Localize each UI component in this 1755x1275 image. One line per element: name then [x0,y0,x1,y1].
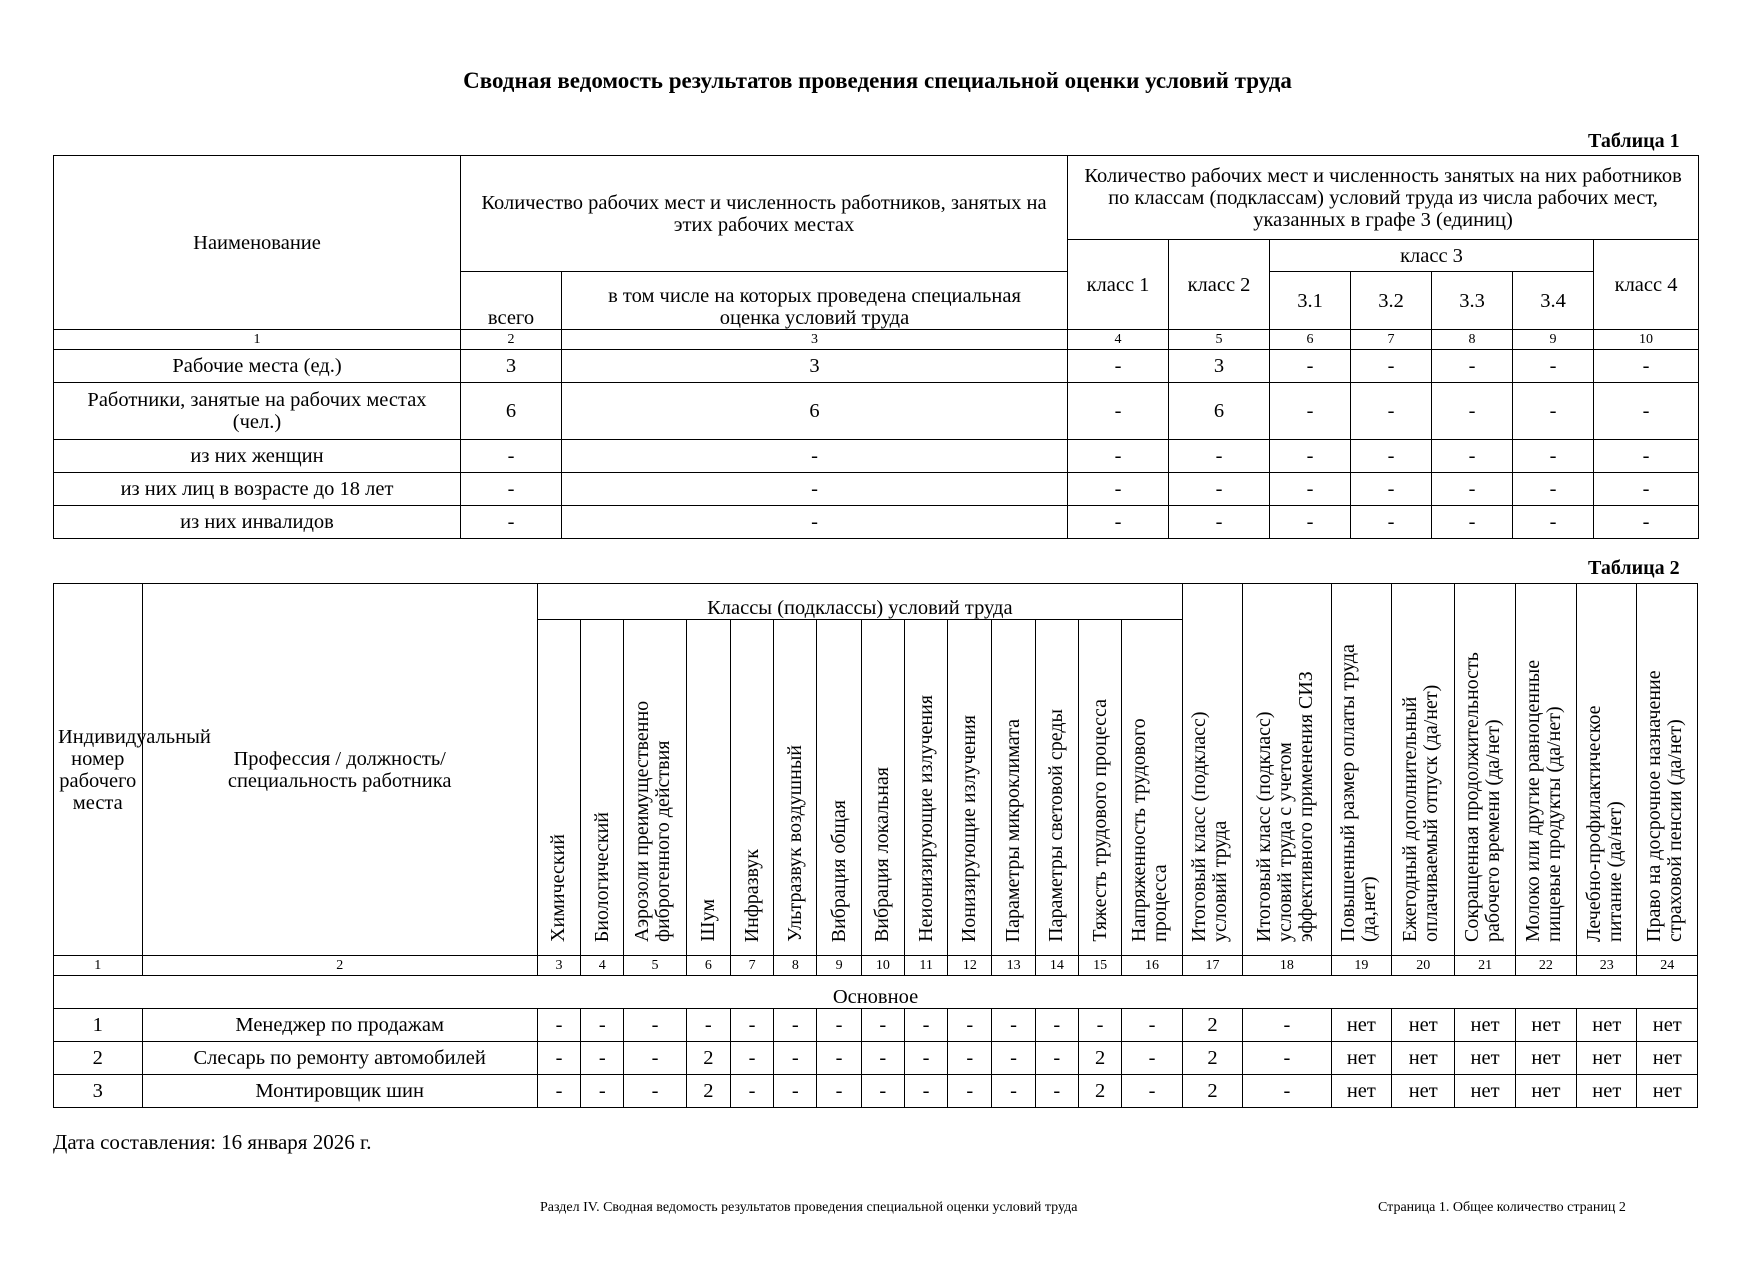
t2-header-factor-text: Ионизирующие излучения [958,714,981,942]
t2-cell: - [774,1009,817,1042]
t1-cell: - [1594,350,1699,383]
t2-cell: - [774,1075,817,1108]
table1-label: Таблица 1 [1588,130,1680,152]
t2-cell: - [581,1042,624,1075]
t2-cell: нет [1392,1075,1455,1108]
t1-header-class2: класс 2 [1169,240,1270,330]
t2-header-final-class-text: Итоговый класс (подкласс) условий труда [1188,711,1232,942]
t2-colnum: 16 [1122,956,1183,976]
t2-header-factor-text: Параметры световой среды [1045,709,1068,942]
t2-cell: нет [1331,1075,1391,1108]
t2-cell: 2 [1078,1075,1121,1108]
t2-header-factor-text: Инфразвук [740,848,763,942]
t2-cell: - [774,1042,817,1075]
t2-header-factor-text: Неионизирующие излучения [914,695,937,942]
t1-colnum: 5 [1169,330,1270,350]
t1-cell: - [1270,473,1351,506]
t1-cell: - [1068,383,1169,440]
t1-cell: - [1513,440,1594,473]
t2-header-factor-text: Аэрозоли преимущественно фиброгенного действия [631,700,675,942]
t1-cell: 3 [1169,350,1270,383]
t1-colnum: 8 [1432,330,1513,350]
t2-colnum: 6 [686,956,730,976]
t1-header-classes-group: Количество рабочих мест и численность занятых на них работников по классам (подклассам) условий труда из числа рабочих мест, указанных в графе 3 (единиц) [1068,156,1699,240]
t2-colnum: 8 [774,956,817,976]
t2-header-factor [774,620,817,956]
t2-colnum: 19 [1331,956,1391,976]
t1-cell: - [562,506,1068,539]
t1-cell: - [461,440,562,473]
t2-colnum: 12 [948,956,992,976]
t2-header-extra [1637,584,1698,956]
t1-cell: - [1351,350,1432,383]
t2-header-extra [1331,584,1391,956]
t2-header-extra-text: Повышенный размер оплаты труда (да,нет) [1337,644,1381,942]
t1-cell: - [1351,383,1432,440]
t2-header-factor [624,620,686,956]
t2-cell: нет [1577,1042,1637,1075]
t1-cell: - [1169,473,1270,506]
t1-cell: - [562,473,1068,506]
t2-cell: - [992,1009,1035,1042]
t1-cell: 6 [461,383,562,440]
t2-colnum: 11 [904,956,947,976]
t1-header-class3: класс 3 [1270,240,1594,272]
t2-header-factor [730,620,773,956]
t2-cell: - [730,1042,773,1075]
footer-section: Раздел IV. Сводная ведомость результатов проведения специальной оценки условий труда [540,1200,1078,1215]
t1-colnum: 7 [1351,330,1432,350]
t2-header-factor [1078,620,1121,956]
t2-colnum: 14 [1035,956,1078,976]
t2-cell: нет [1637,1075,1698,1108]
t2-cell: - [861,1042,904,1075]
t2-header-factor [1122,620,1183,956]
t1-cell: - [1513,350,1594,383]
t2-header-factor [537,620,580,956]
t1-cell: - [1169,440,1270,473]
t2-cell: нет [1637,1042,1698,1075]
t1-cell: - [1351,440,1432,473]
t2-cell: - [537,1042,580,1075]
t2-cell: нет [1331,1042,1391,1075]
t2-header-factor [1035,620,1078,956]
t1-colnum: 4 [1068,330,1169,350]
t2-cell: - [1035,1075,1078,1108]
t2-colnum: 15 [1078,956,1121,976]
t1-header-class1: класс 1 [1068,240,1169,330]
t2-cell: - [992,1075,1035,1108]
t1-header-total: всего [461,272,562,330]
t2-header-factor-text: Напряженность трудового процесса [1128,718,1171,942]
t2-header-factor-text: Тяжесть трудового процесса [1088,699,1111,942]
t2-cell: 1 [54,1009,143,1042]
t2-header-factor [861,620,904,956]
t1-cell: - [1513,383,1594,440]
t1-row [54,383,1699,440]
t2-colnum: 3 [537,956,580,976]
t2-cell: 2 [1078,1042,1121,1075]
t2-cell: нет [1392,1009,1455,1042]
t2-header-extra-text: Право на досрочное назначение страховой пенсии (да/нет) [1643,670,1687,942]
t2-cell: нет [1577,1075,1637,1108]
t2-cell: - [904,1042,947,1075]
t2-header-factor-text: Параметры микроклимата [1002,718,1025,942]
t2-cell: нет [1392,1042,1455,1075]
t1-cell: - [1068,440,1169,473]
t2-cell: - [1078,1009,1121,1042]
t2-cell: нет [1455,1009,1515,1042]
t2-header-extra-text: Сокращенная продолжительность рабочего времени (да/нет) [1461,652,1505,942]
t1-cell: - [1432,350,1513,383]
t1-cell: 3 [562,350,1068,383]
t1-row [54,350,1699,383]
t2-cell: - [1243,1075,1332,1108]
t2-cell: Менеджер по продажам [142,1009,537,1042]
t1-cell: 3 [461,350,562,383]
t2-cell: - [904,1009,947,1042]
t2-colnum: 21 [1455,956,1515,976]
t2-header-extra [1577,584,1637,956]
t1-header-sub33: 3.3 [1432,272,1513,330]
t2-header-extra-text: Лечебно-профилактическое питание (да/нет) [1582,705,1626,942]
t1-cell: - [1270,383,1351,440]
t2-cell: - [861,1075,904,1108]
t1-colnum: 6 [1270,330,1351,350]
t1-cell: 6 [1169,383,1270,440]
t1-cell: - [1432,440,1513,473]
t1-cell: - [1594,506,1699,539]
t2-cell: - [1035,1009,1078,1042]
t2-colnum: 23 [1577,956,1637,976]
t1-cell: - [1513,506,1594,539]
t2-header-extra [1515,584,1576,956]
t2-cell: - [1243,1042,1332,1075]
t2-header-factor [686,620,730,956]
t1-cell: - [1270,506,1351,539]
t1-colnum: 3 [562,330,1068,350]
t1-header-assessed: в том числе на которых проведена специальная оценка условий труда [562,272,1068,330]
t1-row-label: из них инвалидов [54,506,461,539]
document-title: Сводная ведомость результатов проведения специальной оценки условий труда [463,68,1292,93]
t2-cell: - [1122,1042,1183,1075]
t2-cell: - [1035,1042,1078,1075]
t2-row [54,1075,1698,1108]
t1-cell: - [562,440,1068,473]
t2-header-id: Индивидуальный номер рабочего места [54,584,143,956]
t2-header-profession: Профессия / должность/специальность работника [142,584,537,956]
t1-row-label: Работники, занятые на рабочих местах (чел.) [54,383,461,440]
t1-row [54,440,1699,473]
t2-colnum: 10 [861,956,904,976]
t1-row [54,506,1699,539]
t2-header-classes-group: Классы (подклассы) условий труда [537,584,1182,620]
t2-cell: - [1122,1075,1183,1108]
t1-cell: - [461,506,562,539]
t1-colnum: 2 [461,330,562,350]
t2-header-final-class [1182,584,1242,956]
t2-header-final-class-siz-text: Итоговый класс (подкласс) условий труда с учетом эффективного применения СИЗ [1252,671,1317,942]
t2-section-label: Основное [54,976,1698,1009]
t2-header-extra [1455,584,1515,956]
t2-cell: - [948,1075,992,1108]
t2-cell: - [730,1075,773,1108]
t1-cell: - [1432,473,1513,506]
t2-colnum: 9 [817,956,861,976]
t2-header-factor [581,620,624,956]
t2-cell: - [817,1009,861,1042]
t1-header-name: Наименование [54,156,461,330]
t2-header-factor [904,620,947,956]
t2-colnum: 1 [54,956,143,976]
t1-cell: - [1068,350,1169,383]
footer-page: Страница 1. Общее количество страниц 2 [1378,1200,1626,1215]
table1 [53,155,1699,539]
t2-cell: - [581,1009,624,1042]
t1-cell: - [1068,506,1169,539]
t2-cell: - [581,1075,624,1108]
t2-colnum: 7 [730,956,773,976]
t1-header-sub34: 3.4 [1513,272,1594,330]
table2-label: Таблица 2 [1588,557,1680,579]
t2-cell: - [904,1075,947,1108]
t1-header-sub32: 3.2 [1351,272,1432,330]
t2-cell: нет [1515,1042,1576,1075]
t1-cell: - [1513,473,1594,506]
t2-col-numbers [54,956,1698,976]
t1-cell: - [1270,440,1351,473]
t2-colnum: 13 [992,956,1035,976]
t1-col-numbers [54,330,1699,350]
t2-cell: 2 [686,1075,730,1108]
t2-colnum: 24 [1637,956,1698,976]
table2 [53,583,1698,1108]
t1-cell: - [1068,473,1169,506]
t2-cell: 2 [54,1042,143,1075]
t1-colnum: 10 [1594,330,1699,350]
t2-row [54,1009,1698,1042]
t1-cell: - [1594,473,1699,506]
t1-row-label: из них лиц в возрасте до 18 лет [54,473,461,506]
t2-header-factor-text: Вибрация локальная [871,766,894,942]
t2-cell: - [624,1075,686,1108]
t2-cell: - [817,1075,861,1108]
t1-colnum: 1 [54,330,461,350]
t2-cell: - [1243,1009,1332,1042]
t2-colnum: 17 [1182,956,1242,976]
t2-header-extra-text: Ежегодный дополнительный оплачиваемый отпуск (да/нет) [1399,684,1443,942]
t2-cell: - [861,1009,904,1042]
t2-cell: - [730,1009,773,1042]
t2-colnum: 18 [1243,956,1332,976]
t2-header-factor-text: Химический [547,834,570,942]
t1-row-label: из них женщин [54,440,461,473]
t2-cell: нет [1455,1075,1515,1108]
t2-cell: - [537,1009,580,1042]
t2-header-final-class-siz [1243,584,1332,956]
t2-cell: - [537,1075,580,1108]
t2-cell: - [948,1042,992,1075]
t2-row [54,1042,1698,1075]
t2-header-extra-text: Молоко или другие равноценные пищевые продукты (да/нет) [1521,659,1565,942]
t2-header-factor [948,620,992,956]
t2-cell: 2 [1182,1042,1242,1075]
date-line: Дата составления: 16 января 2026 г. [53,1130,372,1154]
t1-cell: - [1270,350,1351,383]
t2-cell: - [686,1009,730,1042]
t2-cell: Слесарь по ремонту автомобилей [142,1042,537,1075]
t2-colnum: 20 [1392,956,1455,976]
t2-header-factor-text: Ультразвук воздушный [783,745,806,942]
t1-cell: - [461,473,562,506]
t2-colnum: 22 [1515,956,1576,976]
t1-row [54,473,1699,506]
t1-cell: - [1594,440,1699,473]
t1-header-sub31: 3.1 [1270,272,1351,330]
t2-header-factor-text: Биологический [590,811,613,942]
t2-cell: - [1122,1009,1183,1042]
t2-header-factor-text: Шум [696,899,719,942]
t2-colnum: 2 [142,956,537,976]
t2-cell: - [624,1009,686,1042]
t1-cell: - [1351,506,1432,539]
t2-cell: 2 [686,1042,730,1075]
t2-header-factor [992,620,1035,956]
t1-header-count-group: Количество рабочих мест и численность работников, занятых на этих рабочих местах [461,156,1068,272]
t1-cell: - [1169,506,1270,539]
t2-cell: нет [1515,1009,1576,1042]
t2-colnum: 4 [581,956,624,976]
t2-cell: нет [1515,1075,1576,1108]
t2-cell: нет [1331,1009,1391,1042]
t2-cell: 2 [1182,1009,1242,1042]
t2-cell: - [624,1042,686,1075]
t2-colnum: 5 [624,956,686,976]
t1-cell: 6 [562,383,1068,440]
t1-cell: - [1432,506,1513,539]
t2-cell: 3 [54,1075,143,1108]
t2-cell: Монтировщик шин [142,1075,537,1108]
t1-cell: - [1351,473,1432,506]
t1-row-label: Рабочие места (ед.) [54,350,461,383]
t1-cell: - [1594,383,1699,440]
t2-cell: - [948,1009,992,1042]
t2-cell: 2 [1182,1075,1242,1108]
t1-cell: - [1432,383,1513,440]
t2-header-extra [1392,584,1455,956]
t2-header-factor [817,620,861,956]
t2-header-factor-text: Вибрация общая [827,799,850,942]
t1-header-class4: класс 4 [1594,240,1699,330]
t2-cell: нет [1455,1042,1515,1075]
t2-cell: нет [1637,1009,1698,1042]
t2-cell: нет [1577,1009,1637,1042]
t2-cell: - [817,1042,861,1075]
t2-cell: - [992,1042,1035,1075]
t1-colnum: 9 [1513,330,1594,350]
